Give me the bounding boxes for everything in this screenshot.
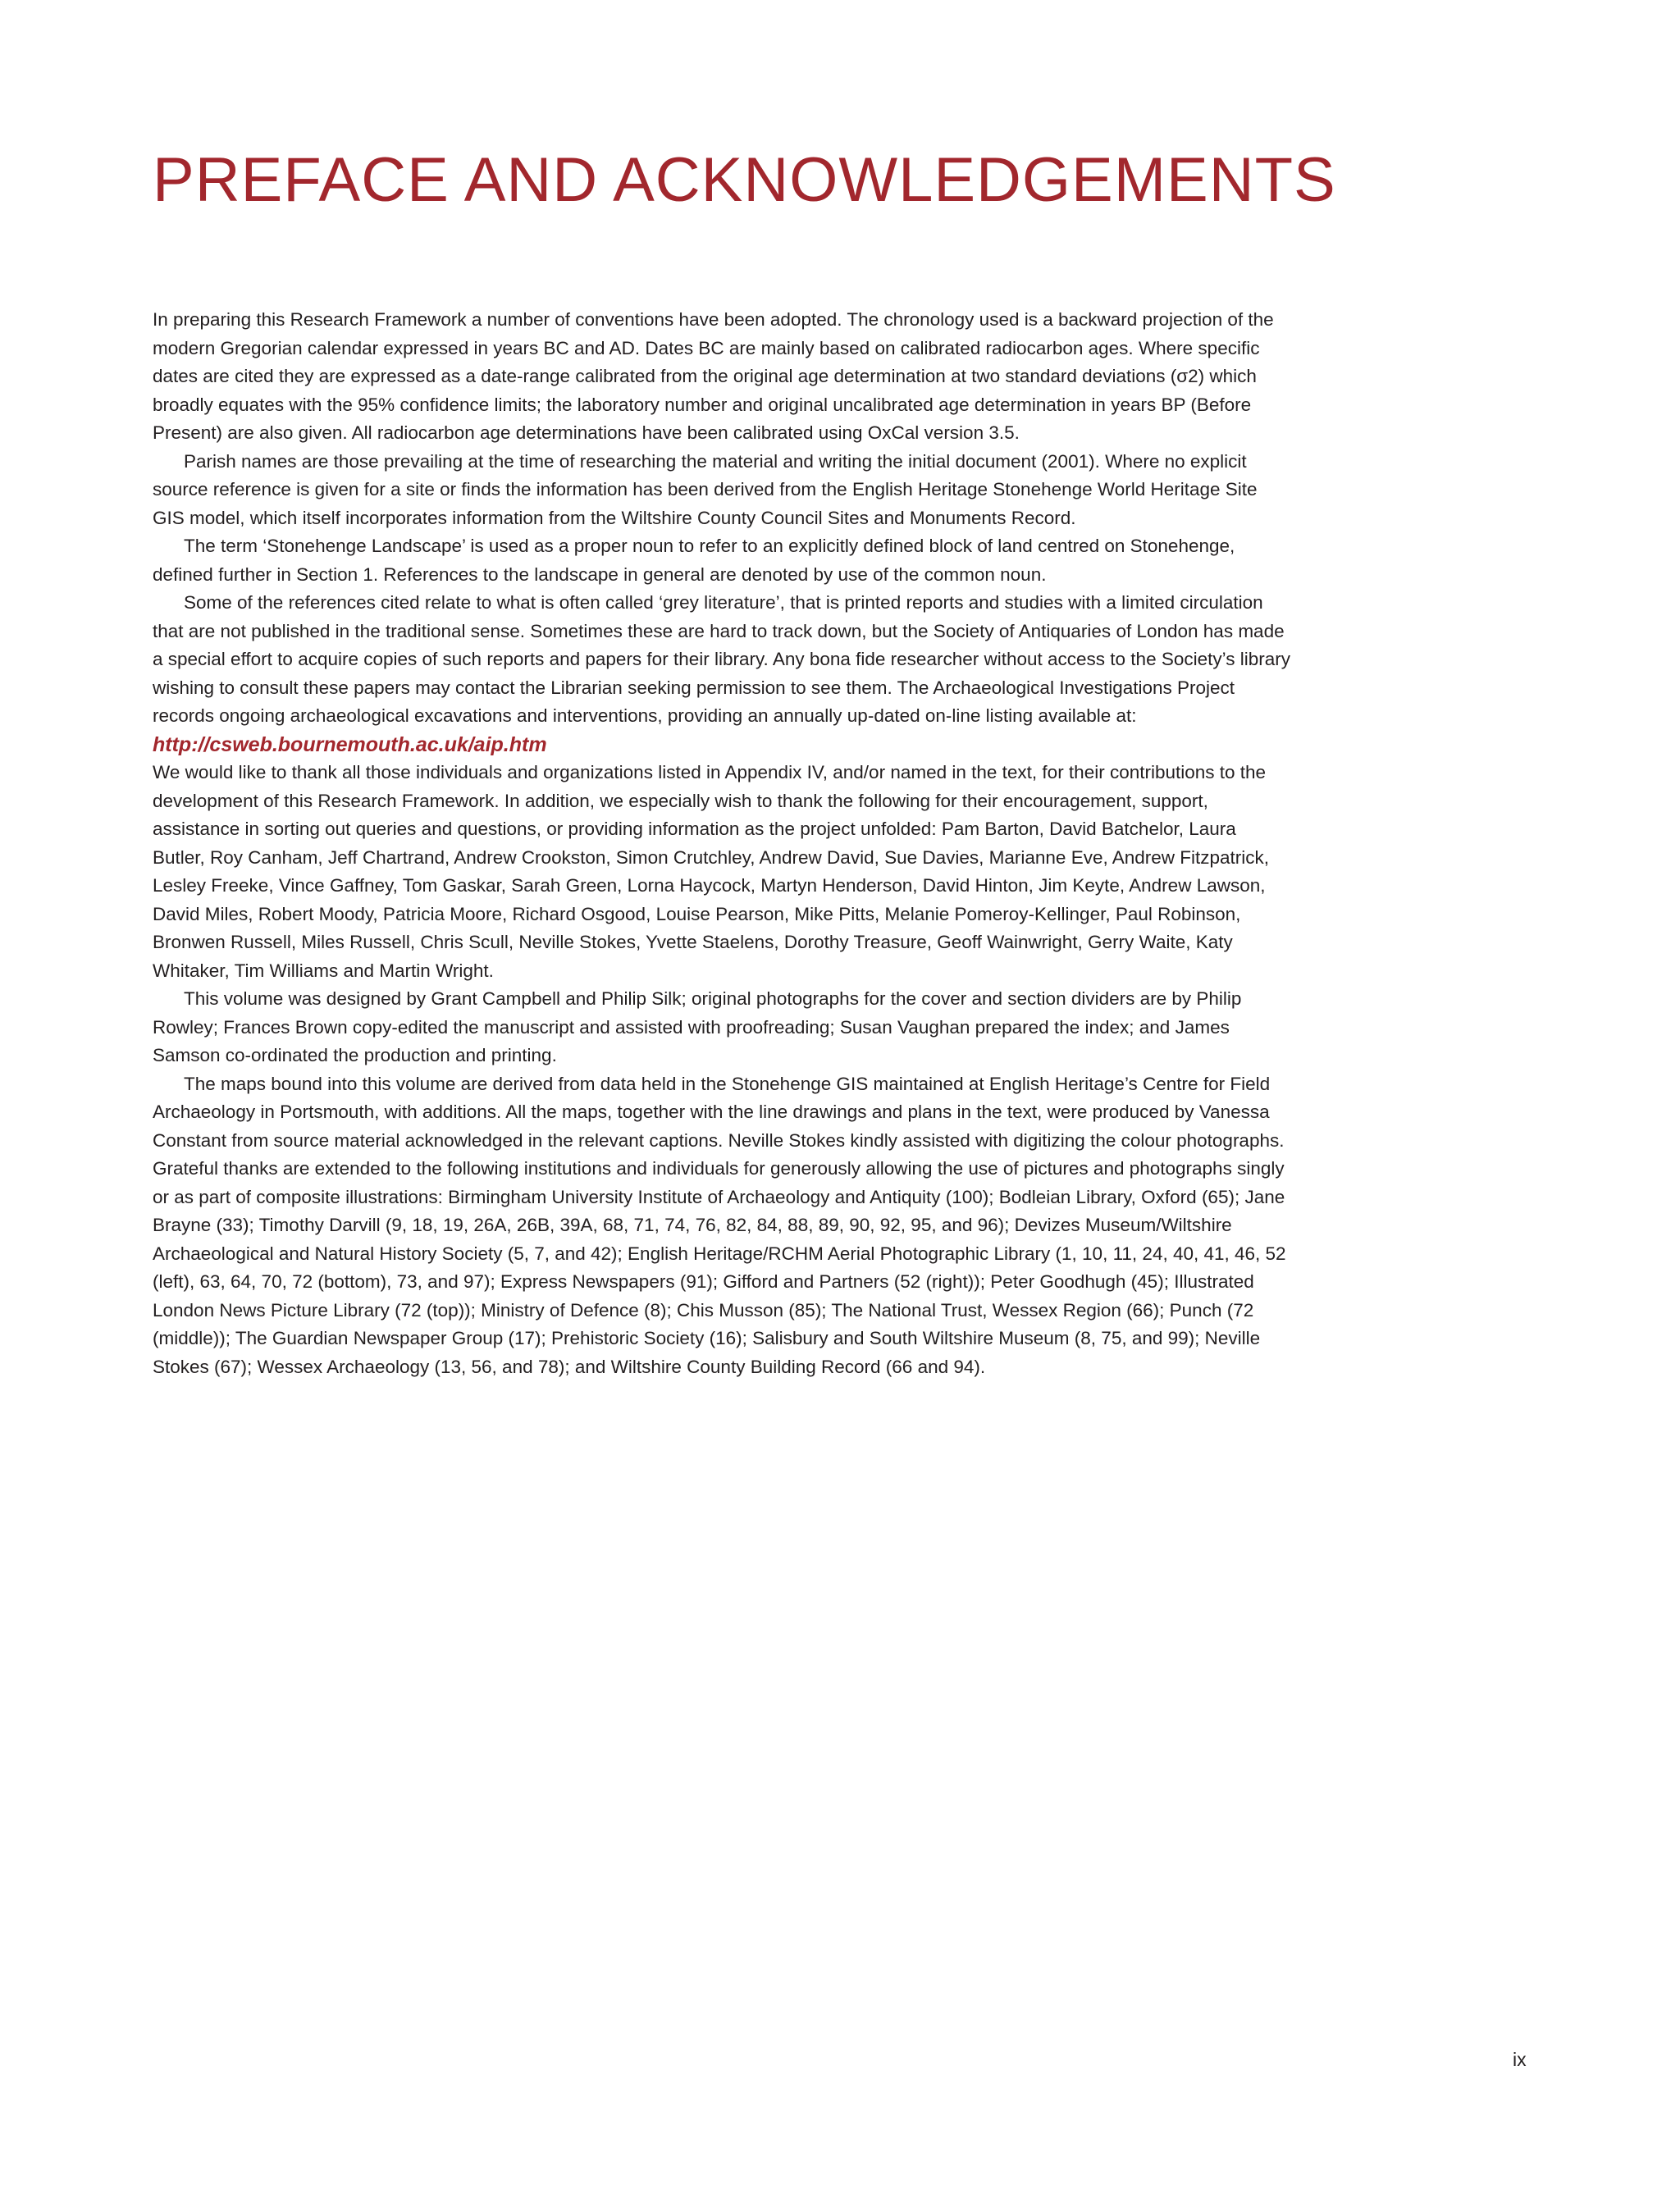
paragraph-thanks-individuals: We would like to thank all those individuals and organizations listed in Appendix IV, and/or named in the text, for their contributions to the development of this Research Framework. In addition, we especially wish to thank the following for their encouragement, support, assistance in sorting out queries and questions, or providing information as the project unfolded: Pam Barton, David Batchelor, Laura Butler, Roy Canham, Jeff Chartrand, Andrew Crookston, Simon Crutchley, Andrew David, Sue Davies, Marianne Eve, Andrew Fitzpatrick, Lesley Freeke, Vince Gaffney, Tom Gaskar, Sarah Green, Lorna Haycock, Martyn Henderson, David Hinton, Jim Keyte, Andrew Lawson, David Miles, Robert Moody, Patricia Moore, Richard Osgood, Louise Pearson, Mike Pitts, Melanie Pomeroy-Kellinger, Paul Robinson, Bronwen Russell, Miles Russell, Chris Scull, Neville Stokes, Yvette Staelens, Dorothy Treasure, Geoff Wainwright, Gerry Waite, Katy Whitaker, Tim Williams and Martin Wright. <box>153 762 1270 981</box>
paragraph-grey-literature: Some of the references cited relate to what is often called ‘grey literature’, that is printed reports and studies with a limited circulation that are not published in the traditional sense. Sometimes these are hard to track down, but the Society of Antiquaries of London has made a special effort to acquire copies of such reports and papers for their library. Any bona fide researcher without access to the Society’s library wishing to consult these papers may contact the Librarian seeking permission to see them. The Archaeological Investigations Project records ongoing archaeological excavations and interventions, providing an annually up-dated on-line listing available at: <box>153 592 1290 726</box>
aip-url-link[interactable]: http://csweb.bournemouth.ac.uk/aip.htm <box>153 732 547 756</box>
paragraph-stonehenge-landscape: The term ‘Stonehenge Landscape’ is used as a proper noun to refer to an explicitly defined block of land centred on Stonehenge, defined further in Section 1. References to the landscape in general are denoted by use of the common noun. <box>153 536 1235 585</box>
paragraph-picture-credits: The maps bound into this volume are derived from data held in the Stonehenge GIS maintained at English Heritage’s Centre for Field Archaeology in Portsmouth, with additions. All the maps, together with the line drawings and plans in the text, were produced by Vanessa Constant from source material acknowledged in the relevant captions. Neville Stokes kindly assisted with digitizing the colour photographs. Grateful thanks are extended to the following institutions and individuals for generously allowing the use of pictures and photographs singly or as part of composite illustrations: Birmingham University Institute of Archaeology and Antiquity (100); Bodleian Library, Oxford (65); Jane Brayne (33); Timothy Darvill (9, 18, 19, 26A, 26B, 39A, 68, 71, 74, 76, 82, 84, 88, 89, 90, 92, 95, and 96); Devizes Museum/Wiltshire Archaeological and Natural History Society (5, 7, and 42); English Heritage/RCHM Aerial Photographic Library (1, 10, 11, 24, 40, 41, 46, 52 (left), 63, 64, 70, 72 (bottom), 73, and 97); Express Newspapers (91); Gifford and Partners (52 (right)); Peter Goodhugh (45); Illustrated London News Picture Library (72 (top)); Ministry of Defence (8); Chis Musson (85); The National Trust, Wessex Region (66); Punch (72 (middle)); The Guardian Newspaper Group (17); Prehistoric Society (16); Salisbury and South Wiltshire Museum (8, 75, and 99); Neville Stokes (67); Wessex Archaeology (13, 56, and 78); and Wiltshire County Building Record (66 and 94). <box>153 1073 1286 1377</box>
paragraph-design-credits: This volume was designed by Grant Campbell and Philip Silk; original photographs for the cover and section dividers are by Philip Rowley; Frances Brown copy-edited the manuscript and assisted with proofreading; Susan Vaughan prepared the index; and James Samson co-ordinated the production and printing. <box>153 988 1242 1065</box>
page-number: ix <box>1513 2049 1527 2070</box>
paragraph-conventions: In preparing this Research Framework a number of conventions have been adopted. The chronology used is a backward projection of the modern Gregorian calendar expressed in years BC and AD. Dates BC are mainly based on calibrated radiocarbon ages. Where specific dates are cited they are expressed as a date-range calibrated from the original age determination at two standard deviations (σ2) which broadly equates with the 95% confidence limits; the laboratory number and original uncalibrated age determination in years BP (Before Present) are also given. All radiocarbon age determinations have been calibrated using OxCal version 3.5. <box>153 309 1274 443</box>
preface-body <box>153 306 1293 1381</box>
page-title: PREFACE AND ACKNOWLEDGEMENTS <box>153 145 1336 215</box>
paragraph-parish-names: Parish names are those prevailing at the time of researching the material and writing the initial document (2001). Where no explicit source reference is given for a site or finds the information has been derived from the English Heritage Stonehenge World Heritage Site GIS model, which itself incorporates information from the Wiltshire County Council Sites and Monuments Record. <box>153 450 1258 528</box>
